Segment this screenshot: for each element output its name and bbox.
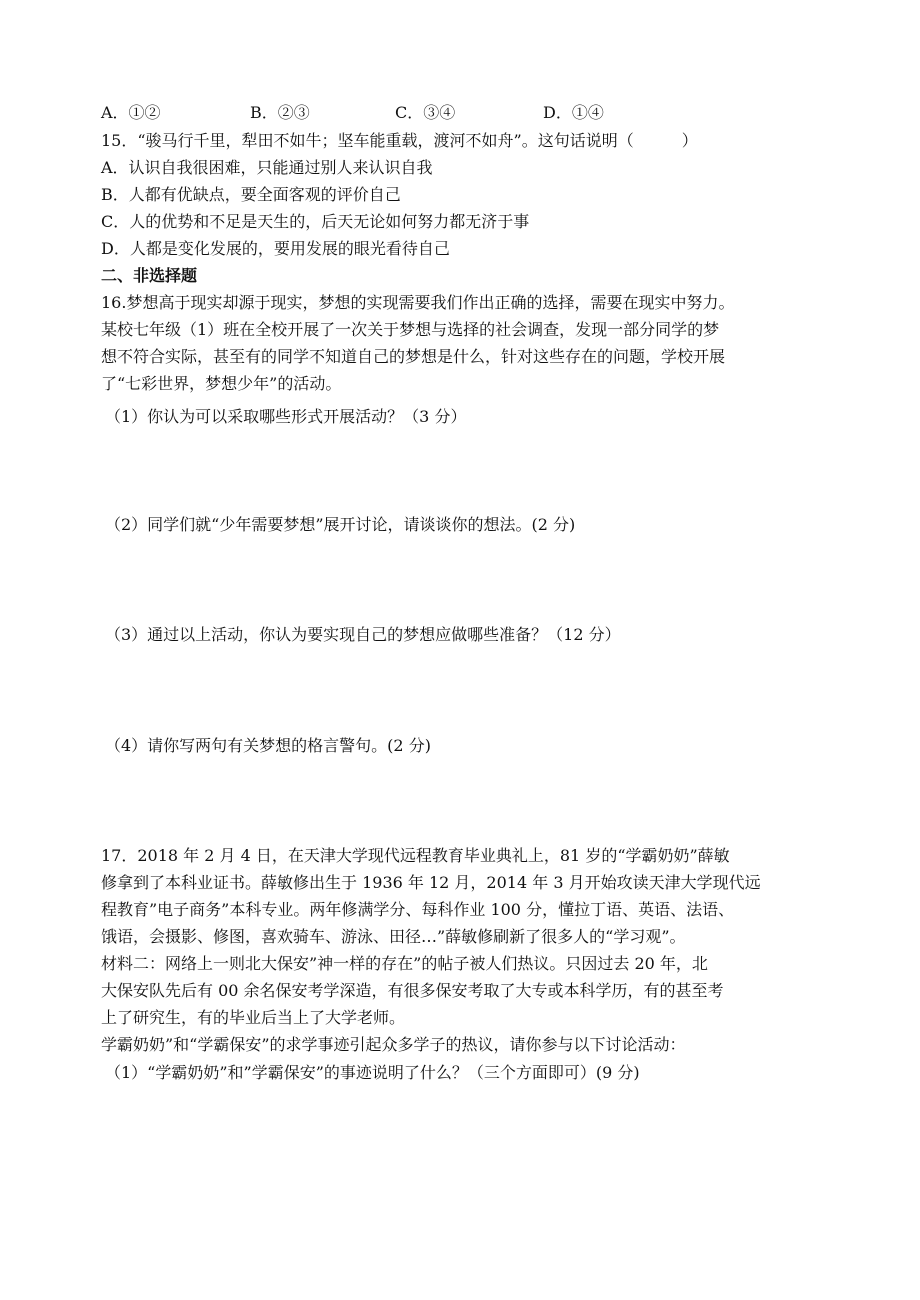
q16-stem-line: 16.梦想高于现实却源于现实，梦想的实现需要我们作出正确的选择，需要在现实中努力。 — [101, 293, 735, 312]
q16-sub2: （2）同学们就“少年需要梦想”展开讨论，请谈谈你的想法。(2 分) — [105, 515, 576, 534]
q17-stem-line: 饿语，会摄影、修图，喜欢骑车、游泳、田径…”薛敏修刷新了很多人的“学习观”。 — [101, 927, 686, 946]
q14-option-d: D．①④ — [543, 103, 604, 122]
q16-sub1: （1）你认为可以采取哪些形式开展活动？（3 分） — [105, 407, 467, 426]
q15-option-c: C．人的优势和不足是天生的，后天无论如何努力都无济于事 — [101, 212, 530, 231]
q17-material-line: 大保安队先后有 00 余名保安考学深造，有很多保安考取了大专或本科学历，有的甚至考 — [101, 981, 724, 1000]
q14-options — [101, 100, 821, 126]
q17-prompt-line: 学霸奶奶”和“学霸保安”的求学事迹引起众多学子的热议，请你参与以下讨论活动： — [101, 1035, 686, 1054]
q15-stem: 15．“骏马行千里，犁田不如牛；坚车能重载，渡河不如舟”。这句话说明（ ） — [101, 131, 698, 150]
q15-option-a: A．认识自我很困难，只能通过别人来认识自我 — [101, 158, 433, 177]
q16-sub4: （4）请你写两句有关梦想的格言警句。(2 分) — [105, 736, 431, 755]
q15-option-b: B．人都有优缺点，要全面客观的评价自己 — [101, 185, 401, 204]
q16-stem-line: 某校七年级（1）班在全校开展了一次关于梦想与选择的社会调查，发现一部分同学的梦 — [101, 320, 720, 339]
q16-sub3: （3）通过以上活动，你认为要实现自己的梦想应做哪些准备？（12 分） — [105, 625, 621, 644]
q17-material-line: 材料二：网络上一则北大保安”神一样的存在”的帖子被人们热议。只因过去 20 年，北 — [101, 954, 708, 973]
q15-option-d: D．人都是变化发展的，要用发展的眼光看待自己 — [101, 239, 450, 258]
q16-stem-line: 想不符合实际，甚至有的同学不知道自己的梦想是什么，针对这些存在的问题，学校开展 — [101, 347, 726, 366]
q14-option-a: A．①② — [101, 103, 161, 122]
q16-stem-line: 了“七彩世界，梦想少年”的活动。 — [101, 374, 342, 393]
q14-option-b: B．②③ — [250, 103, 310, 122]
q17-stem-line: 17．2018 年 2 月 4 日，在天津大学现代远程教育毕业典礼上，81 岁的“学霸奶奶”薛敏 — [101, 846, 730, 865]
q14-option-c: C．③④ — [395, 103, 456, 122]
q17-stem-line: 程教育”电子商务”本科专业。两年修满学分、每科作业 100 分，懂拉丁语、英语、法语、 — [101, 900, 735, 919]
q17-material-line: 上了研究生，有的毕业后当上了大学老师。 — [101, 1008, 406, 1027]
q17-stem-line: 修拿到了本科业证书。薛敏修出生于 1936 年 12 月，2014 年 3 月开始攻读天津大学现代远 — [101, 873, 761, 892]
section-heading: 二、非选择题 — [101, 266, 198, 285]
q17-sub1: （1）“学霸奶奶”和”学霸保安”的事迹说明了什么？（三个方面即可）(9 分) — [105, 1063, 640, 1082]
